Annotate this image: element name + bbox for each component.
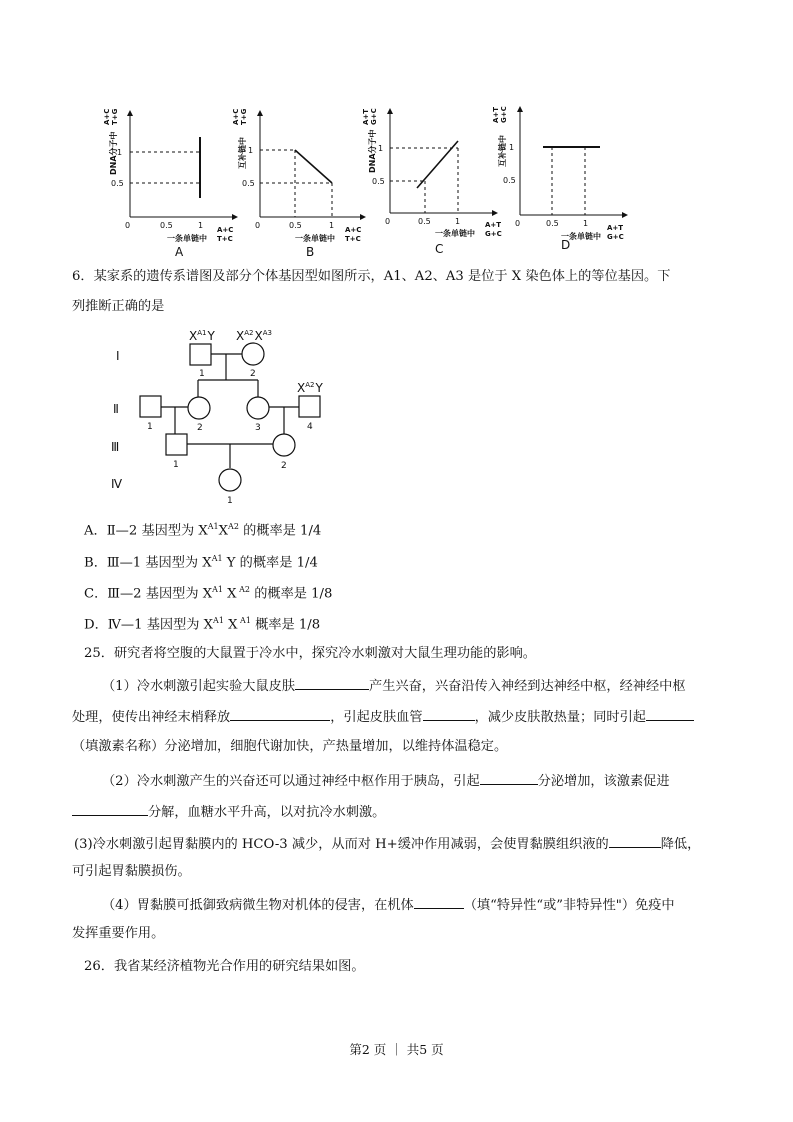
graph-b	[260, 113, 363, 217]
graph-c-yfrac-num: A+T	[362, 108, 370, 125]
q6-option-b-sup1: A1	[211, 554, 223, 563]
pedigree-gen-II: Ⅱ	[113, 402, 119, 416]
answer-blank-receptor[interactable]	[295, 676, 369, 690]
pedigree-I2-female	[242, 343, 264, 365]
q25-part4-line1	[102, 895, 675, 915]
graph-b-label: B	[306, 245, 315, 259]
q6-option-d-sup1: A1	[213, 616, 224, 625]
graph-b-xtick-1: 1	[329, 221, 335, 230]
q6-option-d-post: 概率是 1/8	[250, 617, 321, 633]
graph-d-xtick-0: 0	[515, 219, 521, 228]
q25-title: 25．研究者将空腹的大鼠置于冷水中，探究冷水刺激对大鼠生理功能的影响。	[84, 646, 536, 661]
q6-option-d[interactable]	[84, 612, 320, 634]
graph-b-yfrac-num: A+C	[232, 108, 240, 125]
answer-blank-vessel[interactable]	[423, 707, 475, 721]
q6-option-d-sup2: A1	[237, 616, 251, 625]
q25-p2c: 分解，血糖水平升高，以对抗冷水刺激。	[148, 805, 386, 820]
graph-b-xlabel: 一条单链中	[295, 234, 335, 243]
graph-d-xfrac-num: A+T	[607, 224, 624, 232]
graph-a-yfrac-num: A+C	[103, 108, 111, 125]
q6-option-c[interactable]	[84, 581, 332, 603]
pedigree-II3-female	[247, 397, 269, 419]
pedigree-chart	[100, 322, 340, 507]
graph-d	[520, 109, 625, 215]
pedigree-num-II4: 4	[307, 422, 313, 432]
pedigree-IV1-female	[219, 469, 241, 491]
pedigree-II2-female	[188, 397, 210, 419]
q25-p1c: 处理，使传出神经末梢释放	[72, 710, 231, 725]
q26-title: 26．我省某经济植物光合作用的研究结果如图。	[84, 959, 365, 974]
q25-p1d: ，引起皮肤血管	[330, 710, 423, 725]
q6-option-a-sup1: A1	[207, 522, 219, 531]
pedigree-III2-female	[273, 434, 295, 456]
q6-option-a-pre: A．Ⅱ—2 基因型为 X	[84, 523, 208, 539]
graph-a-yfrac-den: T+G	[111, 108, 119, 125]
pedigree-genotype-I1: $X^{A1}Y$	[189, 329, 215, 343]
graph-c-ytick-1: 1	[378, 144, 384, 153]
graph-b-ylabel: 互补链中	[238, 137, 247, 169]
q6-option-b-pre: B．Ⅲ—1 基因型为 X	[84, 555, 212, 571]
graph-a-xtick-1: 1	[198, 221, 204, 230]
pedigree-num-I1: 1	[199, 369, 205, 379]
pedigree-gen-IV: Ⅳ	[111, 477, 123, 491]
pedigree-II4-male	[299, 396, 320, 417]
q25-p1b: 产生兴奋，兴奋沿传入神经到达神经中枢，经神经中枢	[369, 679, 686, 694]
q25-part1-line1	[102, 676, 686, 696]
q6-option-a[interactable]	[84, 518, 321, 540]
graph-a	[130, 113, 235, 217]
pedigree-num-II2: 2	[197, 423, 203, 433]
graph-c-xlabel: 一条单链中	[435, 229, 475, 238]
graph-a-ytick-05: 0.5	[111, 179, 124, 188]
graph-a-xlabel: 一条单链中	[167, 234, 207, 243]
dna-graphs-figure	[95, 95, 635, 260]
graph-a-xfrac-den: T+C	[217, 235, 233, 243]
graph-a-ytick-1: 1	[117, 148, 123, 157]
graph-d-ytick-05: 0.5	[503, 176, 516, 185]
graph-a-xfrac-num: A+C	[217, 226, 234, 234]
graph-d-xfrac-den: G+C	[607, 233, 624, 241]
graph-a-xtick-0: 0	[125, 221, 131, 230]
graph-d-ylabel: 互补链中	[498, 135, 507, 167]
q25-part1-line2	[72, 707, 694, 727]
answer-blank-hormone[interactable]	[646, 707, 694, 721]
graph-d-xlabel: 一条单链中	[561, 232, 601, 241]
q6-option-a-post: 的概率是 1/4	[238, 523, 322, 539]
q6-option-d-mid: X	[223, 617, 238, 633]
q25-part1-line3: （填激素名称）分泌增加，细胞代谢加快，产热量增加，以维持体温稳定。	[72, 739, 508, 754]
answer-blank-immunity[interactable]	[414, 895, 464, 909]
q25-p2b: 分泌增加，该激素促进	[537, 774, 670, 789]
answer-blank-glucagon[interactable]	[480, 771, 538, 785]
q25-p1e: ，减少皮肤散热量；同时引起	[474, 710, 646, 725]
pedigree-genotype-II4: $X^{A2}Y$	[297, 381, 323, 395]
graph-c-xtick-0: 0	[385, 217, 391, 226]
graph-b-ytick-1: 1	[248, 146, 254, 155]
q6-option-b-mid: Y	[222, 555, 236, 571]
graph-d-xtick-1: 1	[583, 219, 589, 228]
q6-stem-line1: 6．某家系的遗传系谱图及部分个体基因型如图所示，A1、A2、A3 是位于 X 染色体上的等位基因。下	[72, 269, 671, 284]
graph-b-xfrac-den: T+C	[345, 235, 361, 243]
graph-d-ytick-1: 1	[509, 143, 515, 152]
page-footer: 第2 页 ｜ 共5 页	[349, 1042, 444, 1057]
pedigree-II1-male	[140, 396, 161, 417]
graph-b-xfrac-num: A+C	[345, 226, 362, 234]
q6-stem-line2: 列推断正确的是	[72, 299, 165, 314]
q25-p4a: （4）胃黏膜可抵御致病微生物对机体的侵害，在机体	[102, 898, 414, 913]
pedigree-num-III2: 2	[281, 461, 287, 471]
q6-option-d-pre: D．Ⅳ—1 基因型为 X	[84, 617, 214, 633]
graph-c-yfrac-den: G+C	[370, 108, 378, 125]
graph-a-xtick-05: 0.5	[160, 221, 173, 230]
q25-part2-line2	[72, 802, 385, 822]
graph-c-label: C	[435, 242, 444, 256]
q25-p2a: （2）冷水刺激产生的兴奋还可以通过神经中枢作用于胰岛，引起	[102, 774, 480, 789]
graph-b-xtick-0: 0	[255, 221, 261, 230]
graph-c-xtick-05: 0.5	[418, 217, 431, 226]
q25-part3-line2: 可引起胃黏膜损伤。	[72, 864, 191, 879]
q6-option-c-post: 的概率是 1/8	[250, 586, 333, 602]
q25-part4-line2: 发挥重要作用。	[72, 926, 165, 941]
answer-blank-transmitter[interactable]	[230, 707, 330, 721]
graph-c-xfrac-den: G+C	[485, 230, 502, 238]
graph-a-label: A	[175, 245, 184, 259]
pedigree-III1-male	[166, 434, 187, 455]
q25-part2-line1	[102, 771, 670, 791]
graph-b-xtick-05: 0.5	[289, 221, 302, 230]
q25-part3-line1	[74, 834, 700, 854]
pedigree-gen-I: Ⅰ	[116, 349, 120, 363]
q6-option-c-sup1: A1	[212, 585, 223, 594]
graph-c-xfrac-num: A+T	[485, 221, 502, 229]
q6-option-b-post: 的概率是 1/4	[235, 555, 318, 571]
answer-blank-glycogen[interactable]	[72, 802, 148, 816]
pedigree-I1-male	[190, 344, 211, 365]
q6-option-a-mid: X	[218, 523, 229, 539]
graph-c-ylabel: DNA分子中	[368, 129, 377, 173]
q25-p1a: （1）冷水刺激引起实验大鼠皮肤	[102, 679, 296, 694]
q25-p4b: （填“特异性“或”非特异性"）免疫中	[463, 898, 675, 913]
pedigree-num-II3: 3	[255, 423, 261, 433]
q25-p3a: (3)冷水刺激引起胃黏膜内的 HCO-3 减少，从而对 H+缓冲作用减弱，会使胃黏膜组织液的	[74, 837, 609, 852]
graph-d-label: D	[561, 238, 571, 252]
graph-b-yfrac-den: T+G	[240, 108, 248, 125]
q6-option-c-pre: C．Ⅲ—2 基因型为 X	[84, 586, 213, 602]
graph-a-ylabel: DNA分子中	[109, 131, 118, 175]
graph-d-xtick-05: 0.5	[546, 219, 559, 228]
graph-c	[390, 111, 495, 213]
graph-d-yfrac-num: A+T	[492, 106, 500, 123]
q6-option-a-sup2: A2	[228, 522, 239, 531]
pedigree-num-III1: 1	[173, 460, 179, 470]
q25-p3b: 降低，	[660, 837, 701, 852]
pedigree-gen-III: Ⅲ	[111, 440, 120, 454]
q6-option-b[interactable]	[84, 550, 318, 572]
pedigree-num-IV1: 1	[227, 496, 233, 506]
pedigree-num-I2: 2	[250, 369, 256, 379]
graph-b-ytick-05: 0.5	[242, 179, 255, 188]
graph-c-xtick-1: 1	[455, 217, 461, 226]
graph-c-ytick-05: 0.5	[372, 177, 385, 186]
q6-option-c-mid: X	[222, 586, 237, 602]
pedigree-num-II1: 1	[147, 422, 153, 432]
q6-option-c-sup2: A2	[236, 585, 250, 594]
pedigree-genotype-I2: $X^{A2}X^{A3}$	[236, 329, 272, 343]
answer-blank-ph[interactable]	[609, 834, 661, 848]
graph-d-yfrac-den: G+C	[500, 106, 508, 123]
